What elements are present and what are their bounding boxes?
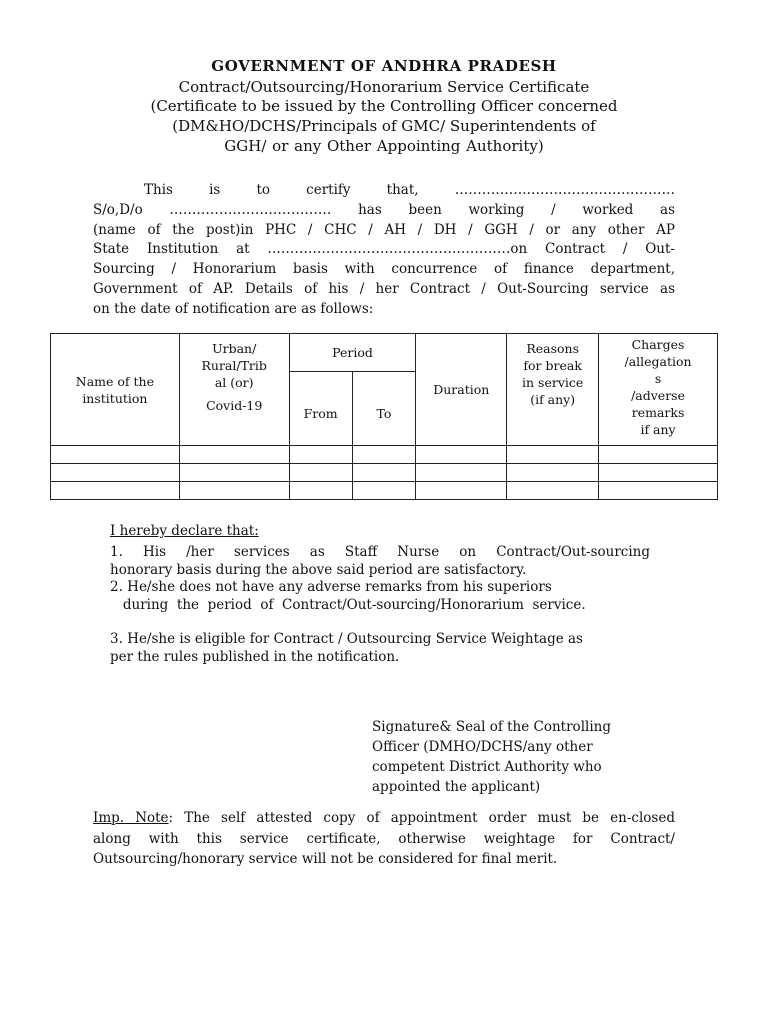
declaration-line: honorary basis during the above said period are satisfactory. [110, 561, 527, 578]
header-text: Rural/Trib [201, 358, 267, 373]
note-line: along with this service certificate, otherwise weightage for Contract/ [93, 830, 675, 847]
table-row [51, 446, 718, 464]
table-cell[interactable] [289, 464, 352, 482]
table-cell[interactable] [599, 464, 718, 482]
table-cell[interactable] [416, 446, 507, 464]
table-cell[interactable] [352, 446, 416, 464]
certify-line: Sourcing / Honorarium basis with concurrence of finance department, [93, 261, 675, 278]
table-cell[interactable] [599, 482, 718, 500]
table-cell[interactable] [599, 446, 718, 464]
table-cell[interactable] [507, 464, 599, 482]
declaration-line: 2. He/she does not have any adverse remarks from his superiors [110, 579, 552, 595]
declaration-item-1 [110, 544, 650, 579]
declaration-heading: I hereby declare that: [110, 523, 259, 539]
signature-line: appointed the applicant) [372, 779, 541, 795]
table-cell[interactable] [51, 464, 180, 482]
header-to: To [352, 372, 416, 446]
certificate-subtitle-line3: GGH/ or any Other Appointing Authority) [224, 137, 544, 155]
table-cell[interactable] [179, 482, 289, 500]
header-duration: Duration [416, 334, 507, 446]
header-text: institution [82, 390, 148, 406]
header-text: al (or) [214, 375, 254, 390]
note-label: Imp. Note [93, 810, 169, 826]
declaration-item-3 [110, 631, 583, 666]
table-cell[interactable] [507, 482, 599, 500]
header-text: /adverse [631, 388, 685, 403]
table-cell[interactable] [51, 482, 180, 500]
header-text: if any [640, 422, 676, 437]
note-text: : The self attested copy of appointment order must be en-closed [168, 810, 675, 826]
table-cell[interactable] [352, 482, 416, 500]
note-line: Outsourcing/honorary service will not be considered for final merit. [93, 851, 558, 867]
certify-line: on the date of notification are as follows: [93, 300, 374, 317]
certify-paragraph [93, 181, 675, 320]
header-text: for break [523, 358, 582, 373]
header-text: in service [522, 375, 584, 390]
declaration-item-2 [110, 579, 586, 614]
header-period: Period [289, 334, 416, 372]
table-cell[interactable] [416, 464, 507, 482]
signature-line: competent District Authority who [372, 759, 602, 775]
certificate-subtitle-line2: (DM&HO/DCHS/Principals of GMC/ Superintendents of [172, 117, 596, 135]
table-row [51, 464, 718, 482]
header-text: Name of the [75, 373, 154, 389]
header-text: (if any) [530, 392, 576, 407]
header-text: Covid-19 [206, 398, 263, 413]
header-text: Reasons [526, 341, 579, 356]
note-line [93, 808, 675, 829]
header-institution [51, 334, 180, 446]
certify-line: Government of AP. Details of his / her Contract / Out-Sourcing service as [93, 280, 675, 297]
declaration-line: 1. His /her services as Staff Nurse on Contract/Out-sourcing [110, 544, 650, 560]
header-from: From [289, 372, 352, 446]
table-cell[interactable] [289, 446, 352, 464]
signature-line: Officer (DMHO/DCHS/any other [372, 739, 593, 755]
certificate-title: Contract/Outsourcing/Honorarium Service Certificate [178, 78, 590, 96]
table-cell[interactable] [179, 446, 289, 464]
header-reasons [507, 334, 599, 446]
important-note [93, 808, 675, 870]
government-title: GOVERNMENT OF ANDHRA PRADESH [211, 57, 557, 75]
table-cell[interactable] [289, 482, 352, 500]
certificate-subtitle-line1: (Certificate to be issued by the Controlling Officer concerned [150, 97, 618, 115]
service-details-table [50, 333, 718, 500]
header-charges [599, 334, 718, 446]
certify-line: S/o,D/o ……………………………… has been working / worked as [93, 201, 675, 218]
table-cell[interactable] [179, 464, 289, 482]
header-text: Charges [631, 337, 685, 352]
header-area [179, 334, 289, 446]
header-text: remarks [631, 405, 685, 420]
header-text: s [654, 371, 662, 386]
declaration-line: 3. He/she is eligible for Contract / Outsourcing Service Weightage as [110, 631, 583, 647]
table-cell[interactable] [352, 464, 416, 482]
certify-line: State Institution at ………………………………………………on Contract / Out- [93, 241, 675, 258]
certify-line: (name of the post)in PHC / CHC / AH / DH / GGH / or any other AP [93, 221, 675, 238]
declaration-line: during the period of Contract/Out-sourcing/Honorarium service. [110, 596, 586, 613]
signature-line: Signature& Seal of the Controlling [372, 719, 611, 735]
certify-line: This is to certify that, …………….…………………………… [144, 182, 675, 198]
table-cell[interactable] [416, 482, 507, 500]
table-row [51, 482, 718, 500]
header-text: Urban/ [212, 341, 257, 356]
table-cell[interactable] [507, 446, 599, 464]
signature-block [372, 717, 611, 797]
declaration-line: per the rules published in the notification. [110, 648, 400, 665]
table-cell[interactable] [51, 446, 180, 464]
header-text: /allegation [624, 354, 692, 369]
